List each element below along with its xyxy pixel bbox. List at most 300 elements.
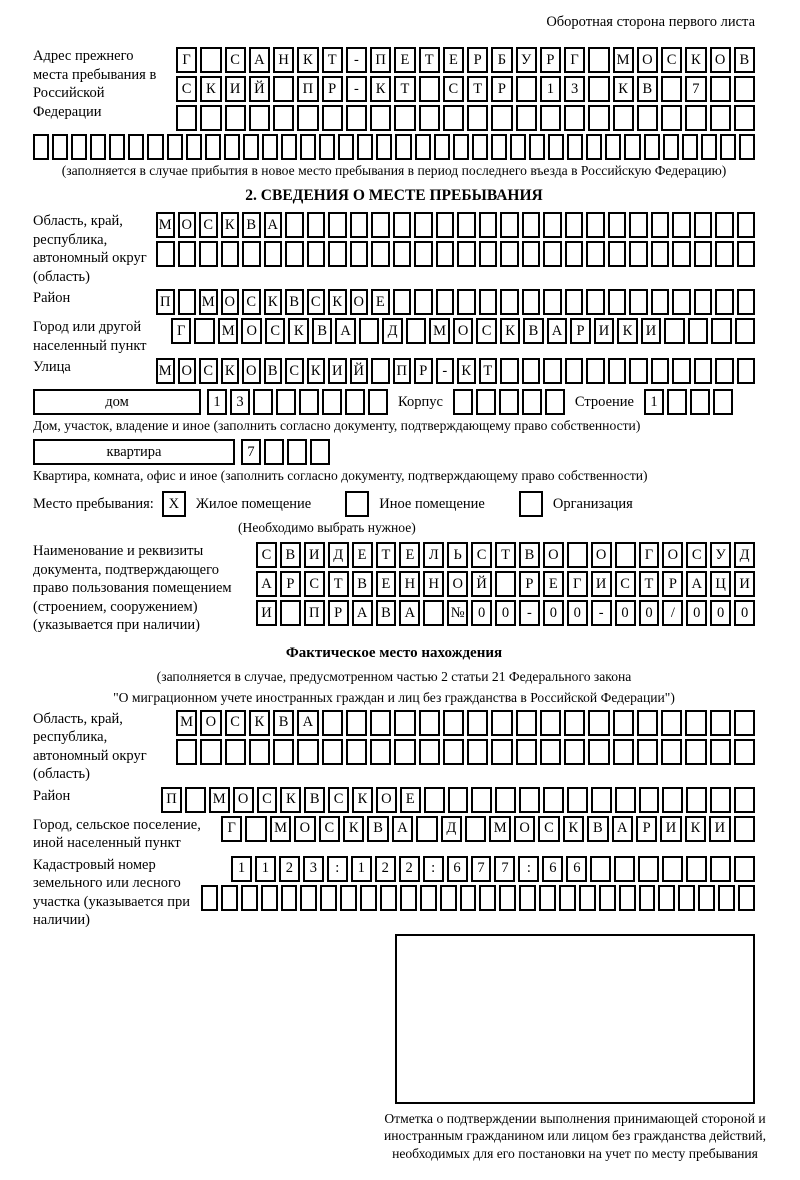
char-cell: 2 <box>375 856 396 882</box>
char-cell: М <box>199 289 218 315</box>
char-cell: А <box>547 318 567 344</box>
char-cell: Й <box>350 358 369 384</box>
char-cell: С <box>225 710 246 736</box>
char-cell: 0 <box>639 600 660 626</box>
char-cell: 1 <box>231 856 252 882</box>
char-cell <box>249 739 270 765</box>
char-cell <box>711 318 731 344</box>
char-cell: В <box>242 212 261 238</box>
char-row <box>156 358 755 384</box>
char-cell: Р <box>414 358 433 384</box>
char-cell <box>424 787 445 813</box>
char-cell <box>615 542 636 568</box>
option-other-premises-label: Иное помещение <box>379 495 485 512</box>
stroenie-label: Строение <box>574 393 634 410</box>
char-cell: 0 <box>567 600 588 626</box>
char-cell <box>471 787 492 813</box>
char-cell <box>307 212 326 238</box>
char-cell <box>658 885 675 911</box>
char-row <box>176 47 755 73</box>
char-cell <box>178 289 197 315</box>
char-cell: - <box>346 76 367 102</box>
char-cell <box>416 816 437 842</box>
char-row <box>156 212 755 238</box>
actual-district-label: Район <box>33 787 71 804</box>
char-cell <box>457 289 476 315</box>
char-cell: О <box>178 212 197 238</box>
char-cell <box>201 885 218 911</box>
stroenie-cells <box>644 389 733 415</box>
char-cell <box>448 787 469 813</box>
char-cell <box>264 241 283 267</box>
char-cell <box>599 885 616 911</box>
char-cell: К <box>328 289 347 315</box>
char-cell: Л <box>423 542 444 568</box>
char-cell: 7 <box>471 856 492 882</box>
char-row <box>176 710 755 736</box>
char-cell: К <box>288 318 308 344</box>
char-cell <box>522 289 541 315</box>
region-section <box>33 212 755 286</box>
char-cell <box>734 787 755 813</box>
char-cell <box>406 318 426 344</box>
char-cell <box>178 241 197 267</box>
char-cell: 6 <box>566 856 587 882</box>
char-cell: У <box>516 47 537 73</box>
document-label: Наименование и реквизиты документа, подтверждающего право пользования помещением (строением, сооружением) (указывается при наличии) <box>33 543 232 633</box>
char-cell <box>253 389 273 415</box>
char-cell: Т <box>322 47 343 73</box>
char-cell <box>639 885 656 911</box>
char-cell <box>307 241 326 267</box>
char-cell <box>651 289 670 315</box>
char-cell <box>328 241 347 267</box>
char-cell <box>539 885 556 911</box>
char-cell: С <box>199 358 218 384</box>
char-cell <box>661 710 682 736</box>
char-row <box>156 289 755 315</box>
char-cell: С <box>199 212 218 238</box>
char-cell <box>667 389 687 415</box>
char-cell: Е <box>376 571 397 597</box>
char-cell: / <box>662 600 683 626</box>
char-cell <box>264 439 284 465</box>
char-cell: - <box>591 600 612 626</box>
char-cell <box>586 241 605 267</box>
char-cell <box>491 710 512 736</box>
char-cell: Р <box>491 76 512 102</box>
char-cell <box>368 389 388 415</box>
char-cell: Й <box>471 571 492 597</box>
char-cell: Т <box>467 76 488 102</box>
char-cell <box>737 241 756 267</box>
char-cell <box>371 241 390 267</box>
char-cell: М <box>270 816 291 842</box>
char-cell <box>715 241 734 267</box>
previous-address-rows <box>176 47 755 131</box>
char-cell <box>453 389 473 415</box>
char-cell <box>457 212 476 238</box>
char-cell: Г <box>564 47 585 73</box>
char-cell <box>543 787 564 813</box>
registration-stamp-note: Отметка о подтверждении выполнения принимающей стороной и иностранным гражданином или лицом без гражданства действий, необходимых для его постановки на учет по месту пребывания <box>384 1110 766 1161</box>
char-cell: О <box>710 47 731 73</box>
char-cell: Е <box>400 787 421 813</box>
char-cell <box>629 212 648 238</box>
char-row <box>176 739 755 765</box>
char-cell: 0 <box>543 600 564 626</box>
char-cell <box>661 76 682 102</box>
char-cell: Н <box>273 47 294 73</box>
char-cell: № <box>447 600 468 626</box>
char-cell: 7 <box>494 856 515 882</box>
char-cell: К <box>200 76 221 102</box>
char-cell <box>322 710 343 736</box>
char-cell <box>661 105 682 131</box>
actual-city-section <box>33 816 755 853</box>
char-cell <box>685 739 706 765</box>
char-cell <box>434 134 450 160</box>
char-cell <box>734 816 755 842</box>
char-cell <box>608 241 627 267</box>
char-cell <box>737 212 756 238</box>
char-cell <box>662 787 683 813</box>
char-cell <box>287 439 307 465</box>
char-cell <box>491 105 512 131</box>
char-cell <box>460 885 477 911</box>
char-cell <box>586 358 605 384</box>
char-cell <box>414 212 433 238</box>
char-cell <box>465 816 486 842</box>
char-cell: - <box>436 358 455 384</box>
char-cell <box>176 739 197 765</box>
char-cell <box>393 241 412 267</box>
region-label: Область, край, республика, автономный округ (область) <box>33 213 147 285</box>
char-cell <box>319 134 335 160</box>
char-cell: В <box>519 542 540 568</box>
char-cell <box>394 739 415 765</box>
char-cell: 1 <box>255 856 276 882</box>
char-cell <box>737 358 756 384</box>
char-cell <box>249 105 270 131</box>
char-cell: 7 <box>685 76 706 102</box>
char-cell: С <box>285 358 304 384</box>
char-cell <box>614 856 635 882</box>
char-cell <box>394 710 415 736</box>
char-cell: Н <box>399 571 420 597</box>
char-cell <box>735 318 755 344</box>
char-cell: С <box>265 318 285 344</box>
char-cell: К <box>613 76 634 102</box>
char-cell <box>443 739 464 765</box>
char-cell: К <box>370 76 391 102</box>
char-cell <box>715 212 734 238</box>
char-cell <box>205 134 221 160</box>
char-cell: А <box>612 816 633 842</box>
char-cell: Р <box>570 318 590 344</box>
char-cell: С <box>686 542 707 568</box>
char-cell <box>241 885 258 911</box>
char-cell: О <box>241 318 261 344</box>
char-cell: Р <box>519 571 540 597</box>
char-cell: О <box>453 318 473 344</box>
char-cell: М <box>613 47 634 73</box>
char-cell <box>176 105 197 131</box>
char-cell <box>522 212 541 238</box>
form-page <box>33 14 766 1162</box>
char-cell <box>443 710 464 736</box>
char-cell: С <box>319 816 340 842</box>
char-cell <box>715 358 734 384</box>
char-cell: Г <box>171 318 191 344</box>
cadastral-section <box>33 856 755 930</box>
previous-address-label: Адрес прежнего места пребывания в Российской Федерации <box>33 48 157 120</box>
char-cell <box>672 212 691 238</box>
char-cell <box>608 212 627 238</box>
char-cell: О <box>376 787 397 813</box>
char-cell <box>370 105 391 131</box>
char-row <box>256 571 755 597</box>
char-row <box>201 885 755 911</box>
char-cell <box>495 571 516 597</box>
char-cell: Д <box>382 318 402 344</box>
char-cell: 7 <box>241 439 261 465</box>
char-cell <box>340 885 357 911</box>
char-cell <box>479 289 498 315</box>
char-row <box>156 241 755 267</box>
char-cell <box>619 885 636 911</box>
char-cell: М <box>429 318 449 344</box>
char-cell <box>685 105 706 131</box>
char-cell: Н <box>423 571 444 597</box>
char-cell <box>273 76 294 102</box>
char-cell <box>457 241 476 267</box>
char-cell <box>185 787 206 813</box>
char-cell <box>310 439 330 465</box>
char-cell: И <box>641 318 661 344</box>
char-cell <box>436 289 455 315</box>
char-cell <box>436 212 455 238</box>
char-cell <box>590 856 611 882</box>
char-cell: П <box>370 47 391 73</box>
char-cell: С <box>471 542 492 568</box>
char-cell: К <box>352 787 373 813</box>
char-cell: О <box>447 571 468 597</box>
char-cell <box>694 241 713 267</box>
char-cell <box>52 134 68 160</box>
char-cell: 6 <box>542 856 563 882</box>
char-cell: Р <box>540 47 561 73</box>
char-cell <box>453 134 469 160</box>
char-cell: А <box>399 600 420 626</box>
char-cell <box>698 885 715 911</box>
char-cell: 3 <box>230 389 250 415</box>
char-cell: 0 <box>471 600 492 626</box>
premises-label: Место пребывания: <box>33 495 154 512</box>
char-cell: И <box>225 76 246 102</box>
char-cell <box>500 289 519 315</box>
char-cell <box>694 358 713 384</box>
char-cell: Е <box>371 289 390 315</box>
korpus-label: Корпус <box>398 393 443 410</box>
char-cell <box>414 289 433 315</box>
char-cell <box>346 710 367 736</box>
char-cell: В <box>376 600 397 626</box>
char-row <box>171 318 755 344</box>
char-cell <box>734 76 755 102</box>
char-cell: Т <box>394 76 415 102</box>
char-cell <box>443 105 464 131</box>
actual-district-section <box>33 787 755 813</box>
char-cell: 1 <box>207 389 227 415</box>
char-cell <box>586 289 605 315</box>
char-cell <box>710 787 731 813</box>
char-cell: С <box>176 76 197 102</box>
city-section <box>33 318 755 355</box>
char-cell <box>380 885 397 911</box>
char-cell <box>710 76 731 102</box>
char-cell <box>423 600 444 626</box>
char-cell: С <box>538 816 559 842</box>
char-cell <box>273 105 294 131</box>
char-cell <box>297 105 318 131</box>
char-cell <box>613 105 634 131</box>
section2-title: 2. СВЕДЕНИЯ О МЕСТЕ ПРЕБЫВАНИЯ <box>245 187 543 204</box>
char-cell: С <box>307 289 326 315</box>
char-cell: В <box>264 358 283 384</box>
char-cell: В <box>285 289 304 315</box>
char-cell <box>519 787 540 813</box>
char-cell: 0 <box>734 600 755 626</box>
char-cell <box>588 739 609 765</box>
char-cell <box>516 105 537 131</box>
option-residential-label: Жилое помещение <box>195 495 312 512</box>
char-cell <box>672 289 691 315</box>
char-cell: К <box>249 710 270 736</box>
char-cell <box>479 885 496 911</box>
char-cell <box>297 739 318 765</box>
char-cell <box>543 212 562 238</box>
char-cell <box>346 739 367 765</box>
char-cell: М <box>156 358 175 384</box>
char-cell: Ь <box>447 542 468 568</box>
char-cell <box>734 739 755 765</box>
char-cell: О <box>514 816 535 842</box>
char-cell: В <box>312 318 332 344</box>
char-cell: К <box>307 358 326 384</box>
char-cell: 0 <box>710 600 731 626</box>
char-cell <box>71 134 87 160</box>
char-cell <box>710 105 731 131</box>
char-cell: М <box>176 710 197 736</box>
char-cell: Р <box>280 571 301 597</box>
street-label: Улица <box>33 359 71 375</box>
char-cell <box>414 241 433 267</box>
char-cell <box>694 289 713 315</box>
char-cell <box>682 134 698 160</box>
char-cell: 0 <box>615 600 636 626</box>
char-cell <box>629 289 648 315</box>
apartment-row <box>33 439 755 465</box>
char-cell <box>710 739 731 765</box>
char-cell <box>370 710 391 736</box>
char-cell: С <box>615 571 636 597</box>
char-cell <box>491 134 507 160</box>
char-cell: А <box>264 212 283 238</box>
char-cell: О <box>662 542 683 568</box>
char-cell: О <box>543 542 564 568</box>
char-cell: 0 <box>495 600 516 626</box>
char-cell <box>499 389 519 415</box>
char-cell <box>543 289 562 315</box>
char-cell <box>651 241 670 267</box>
char-cell <box>128 134 144 160</box>
char-cell: И <box>709 816 730 842</box>
house-row <box>33 389 755 415</box>
char-cell: А <box>352 600 373 626</box>
char-cell <box>499 885 516 911</box>
char-cell: С <box>476 318 496 344</box>
char-cell: Г <box>176 47 197 73</box>
char-cell <box>715 289 734 315</box>
apartment-type-box: квартира <box>33 439 235 465</box>
actual-city-label: Город, сельское поселение, иной населенный пункт <box>33 816 201 851</box>
char-cell: Б <box>491 47 512 73</box>
char-cell <box>588 47 609 73</box>
char-cell <box>436 241 455 267</box>
street-section <box>33 358 755 384</box>
char-cell: И <box>734 571 755 597</box>
char-cell <box>225 739 246 765</box>
char-cell <box>661 739 682 765</box>
char-row <box>256 600 755 626</box>
char-cell: Е <box>443 47 464 73</box>
char-cell: : <box>327 856 348 882</box>
char-cell <box>588 76 609 102</box>
char-cell: О <box>242 358 261 384</box>
char-row-full-width <box>33 134 755 160</box>
char-cell <box>500 241 519 267</box>
char-cell <box>685 710 706 736</box>
char-cell: С <box>257 787 278 813</box>
char-cell <box>638 856 659 882</box>
char-row <box>176 76 755 102</box>
char-cell <box>543 241 562 267</box>
char-cell: А <box>256 571 277 597</box>
actual-region-label: Область, край, республика, автономный округ (область) <box>33 710 147 782</box>
char-cell <box>281 885 298 911</box>
char-cell <box>300 134 316 160</box>
char-cell: С <box>242 289 261 315</box>
char-cell <box>322 105 343 131</box>
char-cell: О <box>591 542 612 568</box>
char-cell <box>540 739 561 765</box>
char-cell <box>624 134 640 160</box>
cadastral-label: Кадастровый номер земельного или лесного участка (указывается при наличии) <box>33 856 190 928</box>
char-cell <box>225 105 246 131</box>
char-cell <box>718 885 735 911</box>
char-cell <box>510 134 526 160</box>
char-cell <box>516 710 537 736</box>
char-cell: И <box>256 600 277 626</box>
char-row <box>161 787 755 813</box>
char-cell: Г <box>567 571 588 597</box>
korpus-cells <box>453 389 565 415</box>
char-cell <box>522 358 541 384</box>
char-cell <box>522 389 542 415</box>
char-cell: Т <box>479 358 498 384</box>
char-cell <box>350 212 369 238</box>
